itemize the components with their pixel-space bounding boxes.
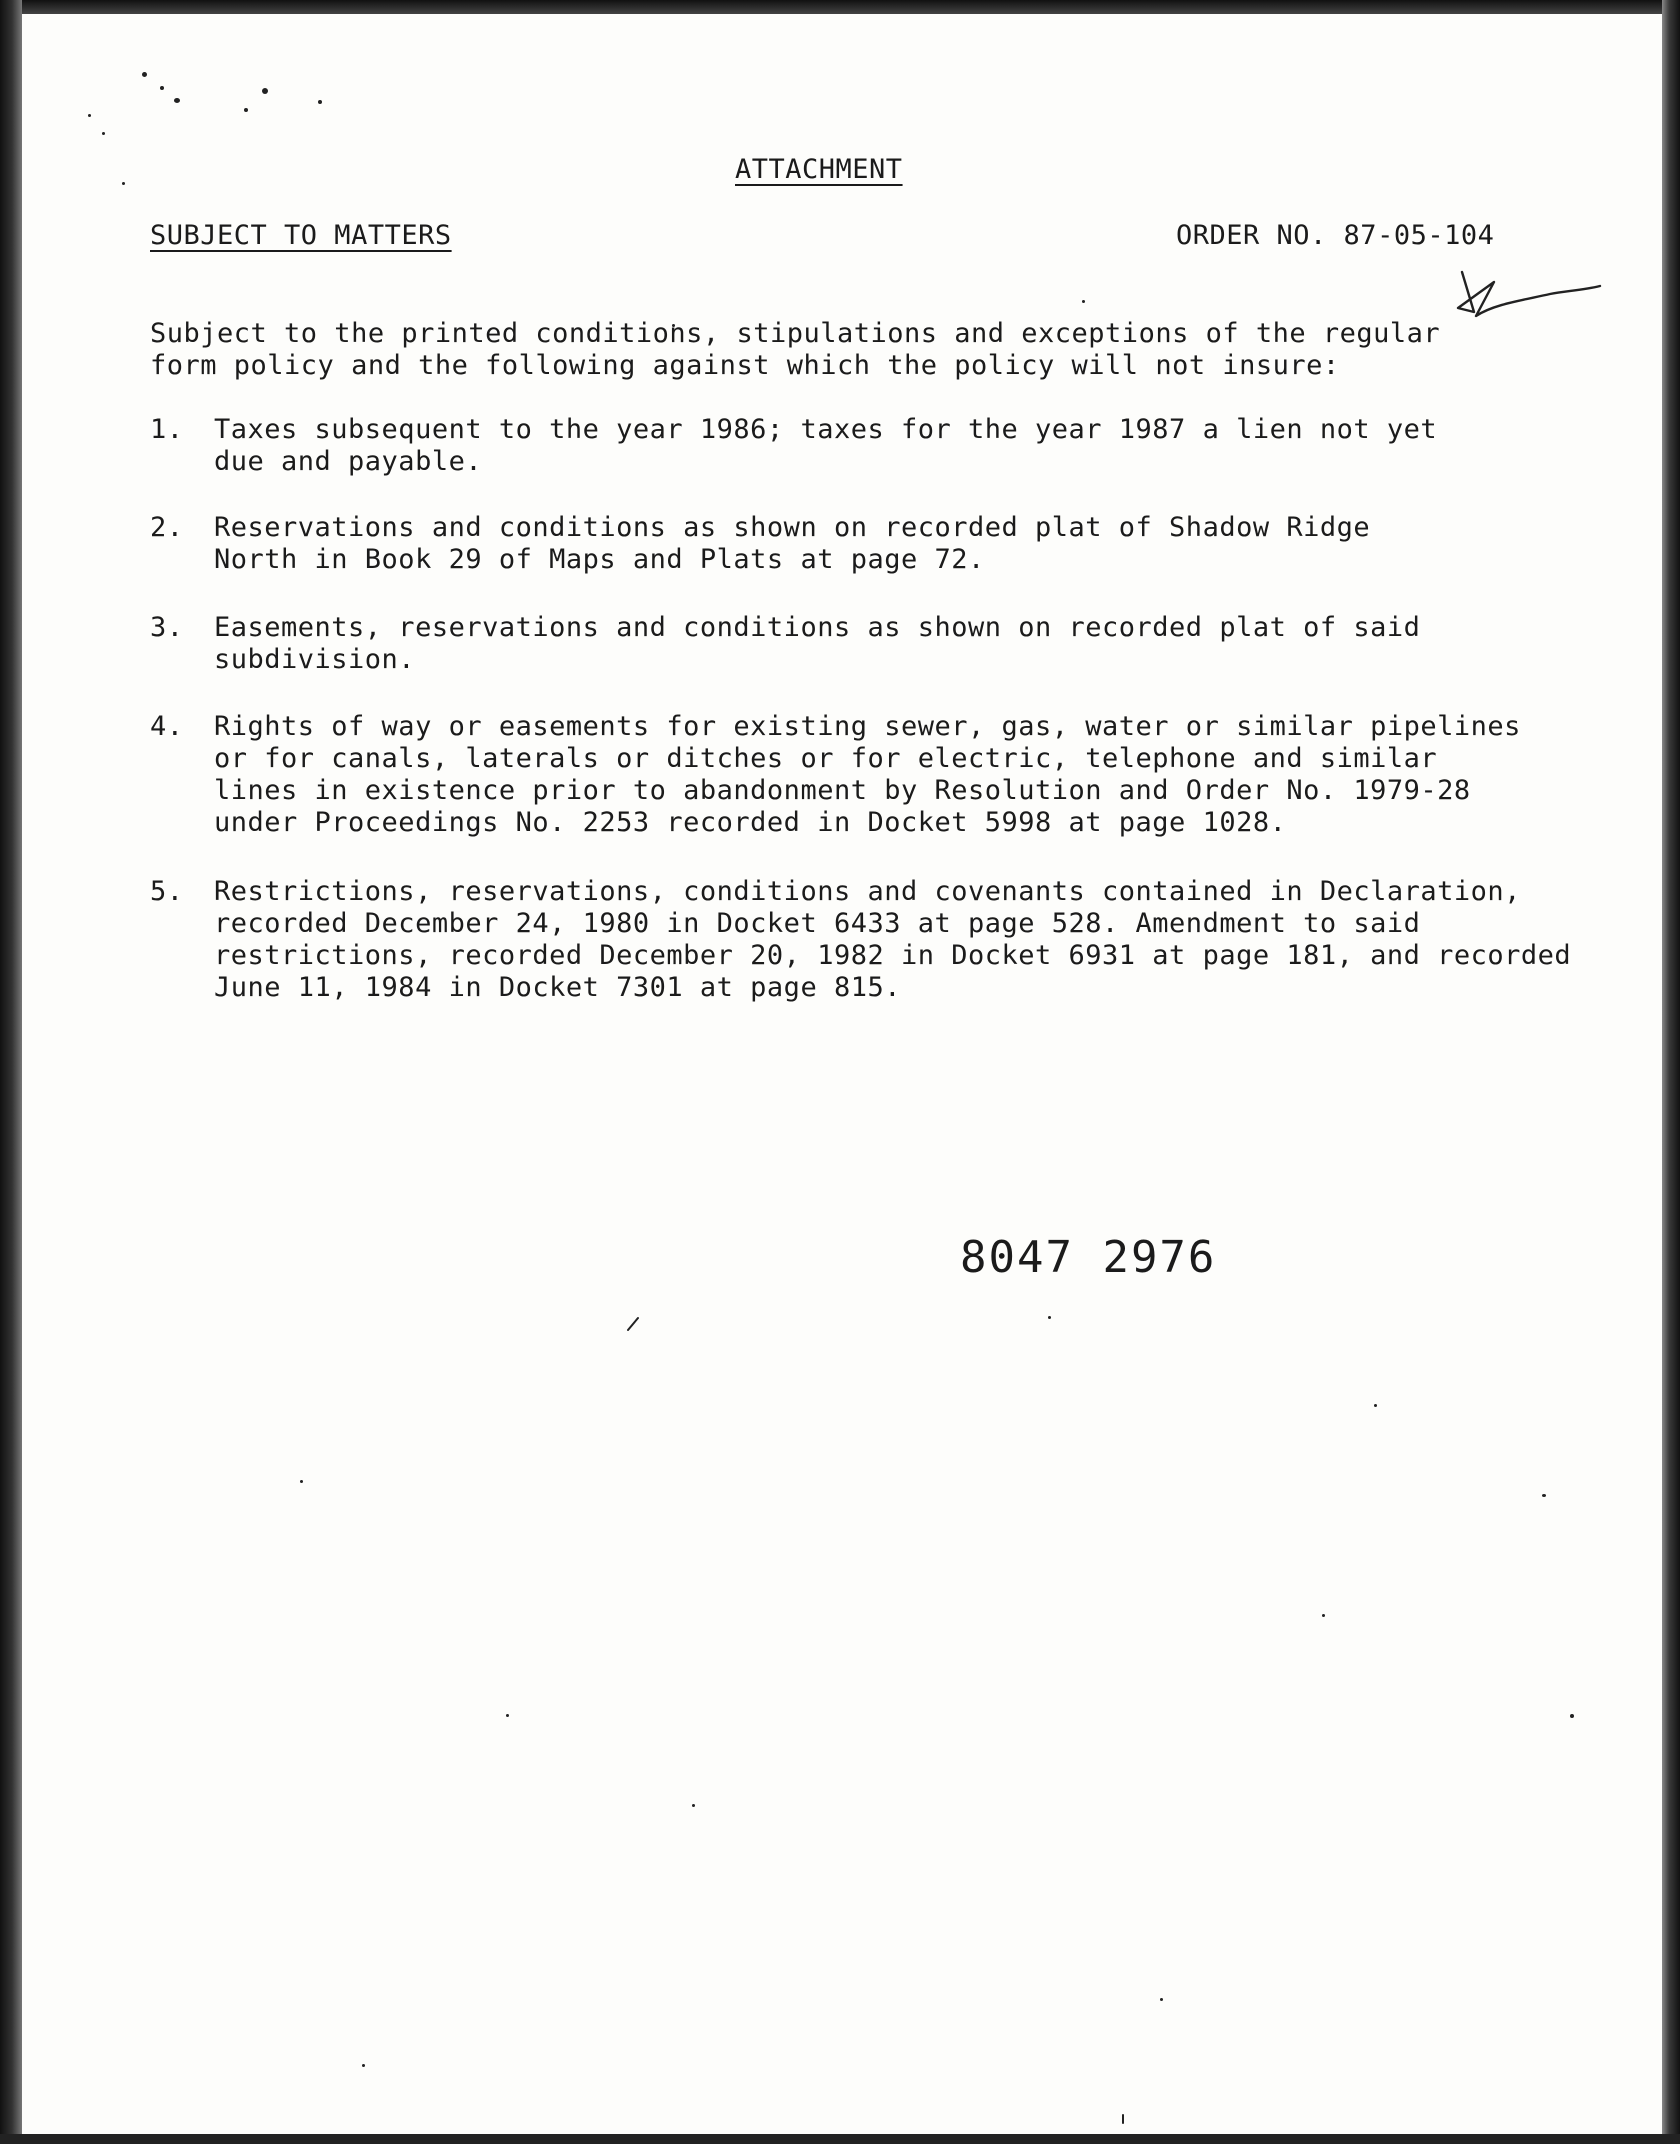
item-text — [214, 876, 1571, 1004]
item-number: 4. — [150, 711, 184, 742]
item-text — [214, 512, 1370, 576]
docket-page-stamp: 8047 2976 — [960, 1232, 1217, 1283]
scan-edge-left — [0, 0, 22, 2144]
item-line: Taxes subsequent to the year 1986; taxes for the year 1987 a lien not yet — [214, 414, 1438, 445]
item-line: lines in existence prior to abandonment by Resolution and Order No. 1979-28 — [214, 775, 1471, 806]
pen-mark — [624, 1314, 644, 1334]
item-text — [214, 612, 1420, 676]
order-number: ORDER NO. 87-05-104 — [1176, 220, 1495, 251]
item-line: Rights of way or easements for existing sewer, gas, water or similar pipelines — [214, 711, 1521, 742]
item-line: Easements, reservations and conditions as shown on recorded plat of said — [214, 612, 1421, 643]
initials-signature — [1454, 264, 1604, 324]
intro-line: Subject to the printed conditions, stipulations and exceptions of the regular — [150, 318, 1441, 349]
scan-edge-bottom — [0, 2134, 1680, 2144]
scan-edge-right — [1662, 0, 1680, 2144]
scan-edge-top — [0, 0, 1680, 14]
item-line: Restrictions, reservations, conditions and covenants contained in Declaration, — [214, 876, 1521, 907]
item-number: 5. — [150, 876, 184, 907]
item-line: June 11, 1984 in Docket 7301 at page 815. — [214, 972, 901, 1003]
item-number: 1. — [150, 414, 184, 445]
item-text — [214, 414, 1437, 478]
intro-paragraph — [150, 318, 1440, 382]
item-line: or for canals, laterals or ditches or for electric, telephone and similar — [214, 743, 1438, 774]
page-title: ATTACHMENT — [735, 154, 903, 185]
item-line: North in Book 29 of Maps and Plats at page 72. — [214, 544, 985, 575]
item-text — [214, 711, 1521, 839]
item-line: subdivision. — [214, 644, 416, 675]
intro-line: form policy and the following against which the policy will not insure: — [150, 350, 1340, 381]
subject-heading: SUBJECT TO MATTERS — [150, 220, 452, 251]
item-line: under Proceedings No. 2253 recorded in Docket 5998 at page 1028. — [214, 807, 1287, 838]
item-number: 3. — [150, 612, 184, 643]
item-number: 2. — [150, 512, 184, 543]
item-line: restrictions, recorded December 20, 1982 in Docket 6931 at page 181, and recorded — [214, 940, 1572, 971]
item-line: due and payable. — [214, 446, 483, 477]
item-line: recorded December 24, 1980 in Docket 6433 at page 528. Amendment to said — [214, 908, 1421, 939]
item-line: Reservations and conditions as shown on recorded plat of Shadow Ridge — [214, 512, 1371, 543]
